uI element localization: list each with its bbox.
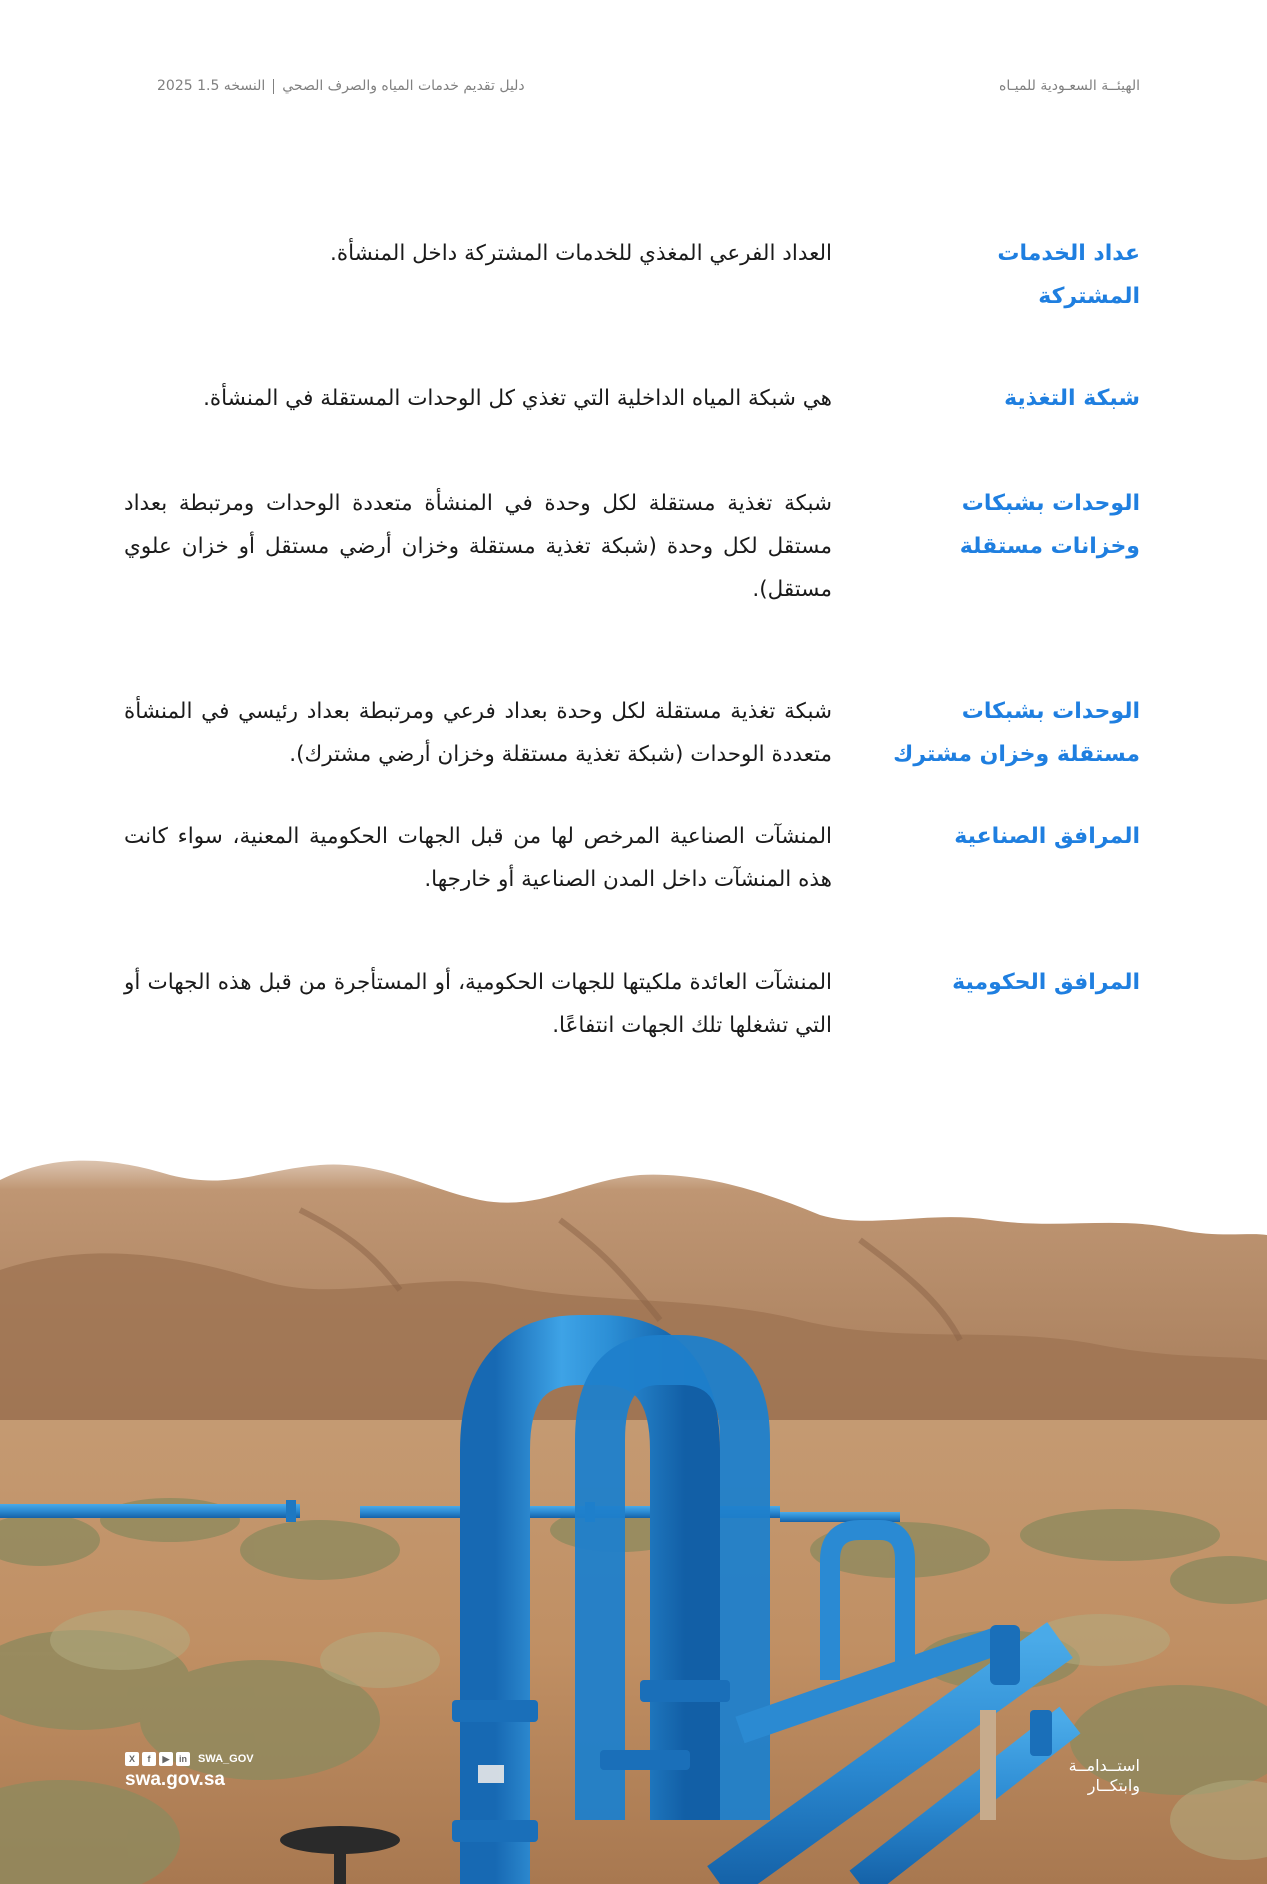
- document-title: دليل تقديم خدمات المياه والصرف الصحي: [282, 78, 525, 94]
- definition-term: المرافق الحكومية: [952, 970, 1140, 995]
- website-link[interactable]: swa.gov.sa: [125, 1769, 225, 1790]
- definition-term: الوحدات بشبكات مستقلة وخزان مشترك: [893, 699, 1140, 767]
- definition-term: عداد الخدمات المشتركة: [997, 241, 1140, 309]
- footer-slogan: [1000, 1756, 1140, 1796]
- definition-term: الوحدات بشبكات وخزانات مستقلة: [959, 491, 1140, 559]
- social-links: [125, 1752, 254, 1766]
- linkedin-icon[interactable]: in: [176, 1752, 190, 1766]
- slogan-line-1: استــدامــة: [1068, 1756, 1140, 1775]
- definition-description: المنشآت العائدة ملكيتها للجهات الحكومية، أو المستأجرة من قبل هذه الجهات أو التي تشغلها تلك الجهات انتفاعًا.: [124, 970, 832, 1038]
- definition-description: العداد الفرعي المغذي للخدمات المشتركة داخل المنشأة.: [330, 241, 832, 266]
- definition-description: شبكة تغذية مستقلة لكل وحدة في المنشأة متعددة الوحدات ومرتبطة بعداد مستقل لكل وحدة (شبكة تغذية مستقلة وخزان أرضي مستقل أو خزان علوي مستقل).: [124, 491, 832, 602]
- definition-term: شبكة التغذية: [1004, 386, 1140, 411]
- organization-name: الهيئــة السعـودية للميـاه: [999, 78, 1140, 94]
- definition-term: المرافق الصناعية: [954, 824, 1140, 849]
- document-version: النسخه 1.5 2025: [157, 78, 266, 94]
- definition-description: شبكة تغذية مستقلة لكل وحدة بعداد فرعي ومرتبطة بعداد رئيسي في المنشأة متعددة الوحدات (شبكة تغذية مستقلة وخزان أرضي مشترك).: [124, 699, 832, 767]
- definition-description: هي شبكة المياه الداخلية التي تغذي كل الوحدات المستقلة في المنشأة.: [203, 386, 832, 411]
- social-handle: SWA_GOV: [198, 1753, 254, 1765]
- slogan-line-2: وابتكــار: [1087, 1776, 1140, 1795]
- facebook-icon[interactable]: f: [142, 1752, 156, 1766]
- youtube-icon[interactable]: ▶: [159, 1752, 173, 1766]
- x-icon[interactable]: X: [125, 1752, 139, 1766]
- footer-contact: [125, 1752, 254, 1791]
- definition-description: المنشآت الصناعية المرخص لها من قبل الجهات الحكومية المعنية، سواء كانت هذه المنشآت داخل المدن الصناعية أو خارجها.: [124, 824, 832, 892]
